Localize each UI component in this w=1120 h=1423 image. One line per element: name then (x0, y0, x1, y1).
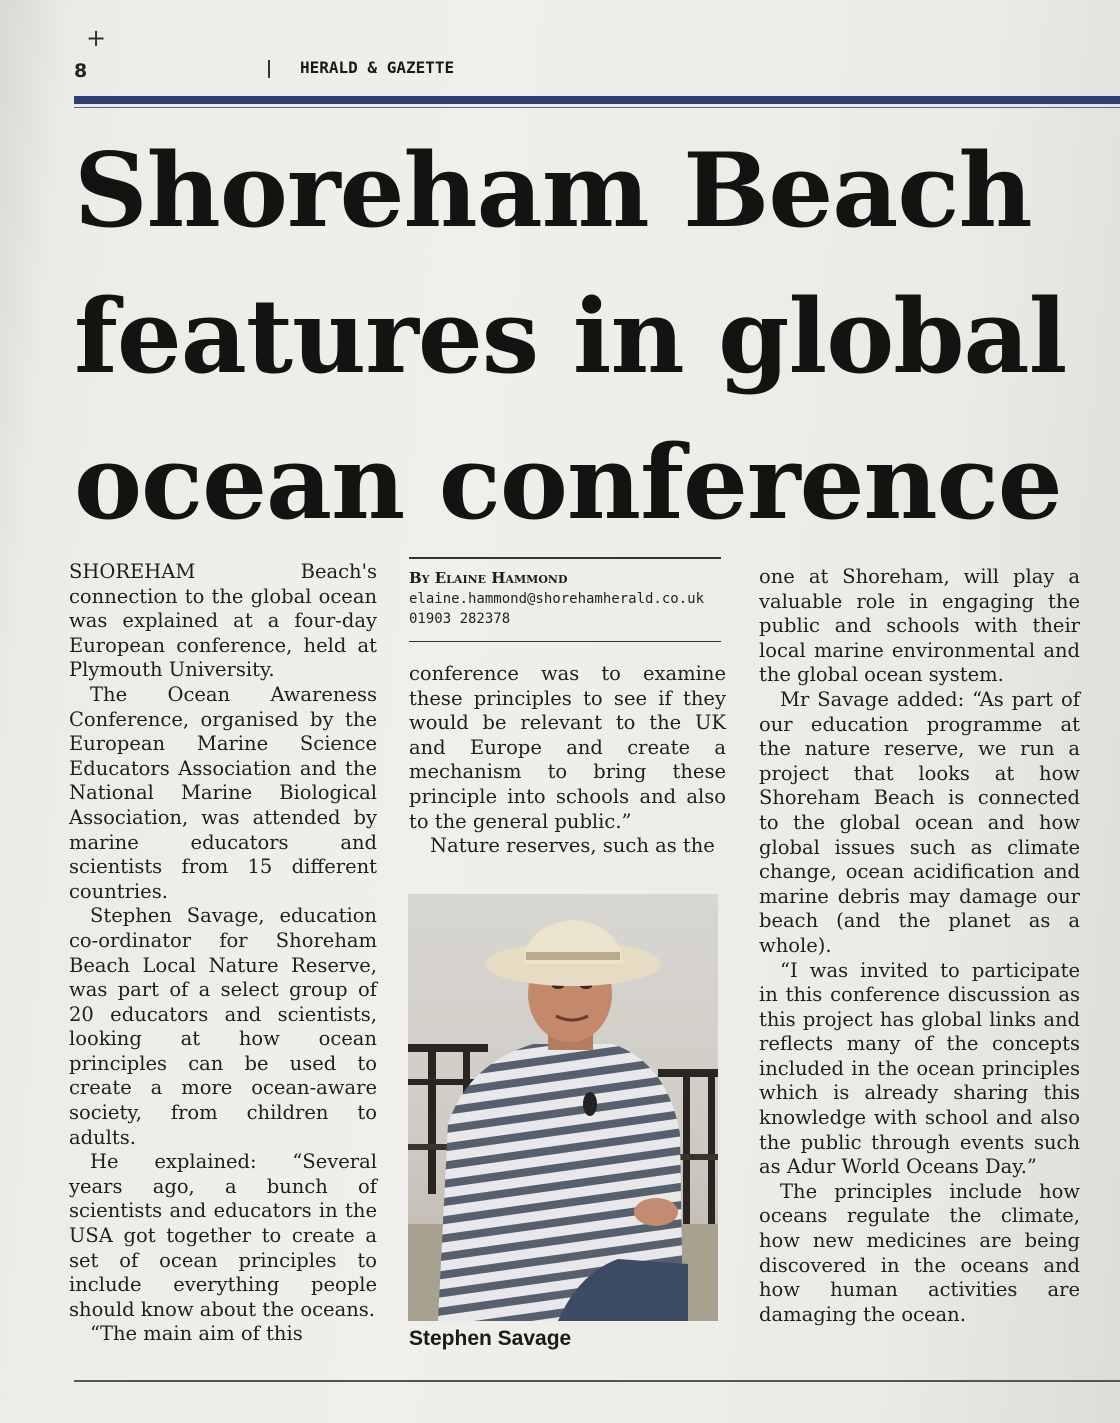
paragraph: “The main aim of this (90, 1322, 303, 1346)
paragraph: The Ocean Awareness Conference, organised by the European Marine Science Educators Association and the National Marine Biological Association, was attended by marine educators and scientists from 15 different countries. (69, 682, 377, 903)
paragraph: “I was invited to participate in this conference discussion as this project has global links and reflects many of the concepts included in the ocean principles which is already sharing this knowledge with school and also the public through events such as Adur World Oceans Day.” (759, 958, 1080, 1179)
paragraph: one at Shoreham, will play a valuable role in engaging the public and schools with their local marine environmental and the global ocean system. (759, 565, 1080, 687)
top-rule (74, 96, 1120, 104)
paragraph: conference was to examine these principles to see if they would be relevant to the UK and Europe and create a mechanism to bring these principle into schools and also to the general public.” (409, 662, 726, 833)
headline-line-1: Shoreham Beach (74, 131, 1032, 251)
article-column-1 (69, 560, 377, 1347)
masthead: HERALD & GAZETTE (300, 58, 455, 77)
headline (74, 118, 1114, 556)
headline-line-3: ocean conference (74, 423, 1062, 543)
photo-caption: Stephen Savage (409, 1327, 572, 1350)
paragraph: The principles include how oceans regulate the climate, how new medicines are being discovered in the oceans and how human activities are damaging the ocean. (759, 1179, 1080, 1326)
article-column-3 (759, 565, 1080, 1327)
paragraph: SHOREHAM Beach's connection to the global ocean was explained at a four-day European conference, held at Plymouth University. (69, 560, 377, 682)
paragraph: Mr Savage added: “As part of our education programme at the nature reserve, we run a project that looks at how Shoreham Beach is connected to the global ocean and how global issues such as climate change, ocean acidification and marine debris may damage our beach (and the planet as a whole). (759, 687, 1080, 957)
page-number: 8 (74, 60, 88, 82)
byline-rule-top (409, 557, 721, 559)
paragraph: He explained: “Several years ago, a bunch of scientists and educators in the USA got together to create a set of ocean principles to include everything people should know about the oceans. (69, 1150, 377, 1321)
registration-mark-icon: + (86, 24, 107, 52)
byline-email[interactable]: elaine.hammond@shorehamherald.co.uk (409, 590, 705, 607)
top-rule-thin (74, 107, 1120, 108)
byline-phone: 01903 282378 (409, 610, 511, 627)
headline-line-2: features in global (74, 277, 1067, 397)
paragraph: Stephen Savage, education co-ordinator for Shoreham Beach Local Nature Reserve, was part of a select group of 20 educators and scientists, looking at how ocean principles can be used to create a more ocean-aware society, from children to adults. (69, 904, 377, 1149)
byline-box (409, 557, 721, 642)
portrait-photo (408, 894, 718, 1321)
bottom-rule (74, 1380, 1120, 1382)
paragraph: Nature reserves, such as the (430, 834, 715, 858)
header-separator (268, 60, 270, 78)
byline-author: By Elaine Hammond (409, 568, 568, 587)
byline-rule-bottom (409, 641, 721, 643)
article-column-2 (409, 662, 726, 859)
article-photo (408, 894, 718, 1321)
